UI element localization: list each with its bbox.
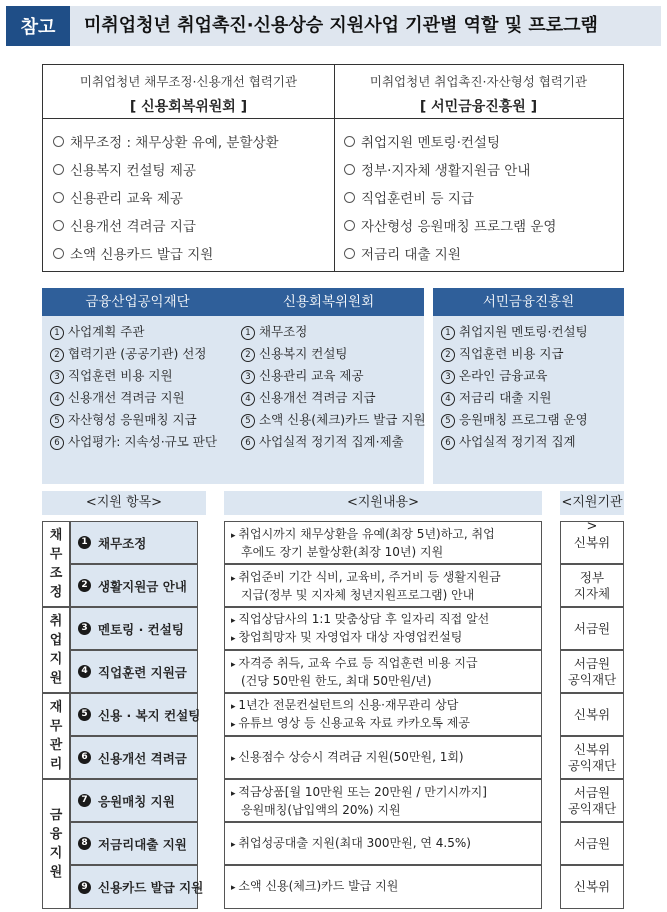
partner-left-item-text: 신용개선 격려금 지급 (70, 219, 196, 235)
org-line: 신복위 (573, 534, 611, 550)
org-role-text: 신용개선 격려금 지원 (68, 390, 185, 405)
table-group-label: 금 융 지 원 (42, 779, 70, 909)
table-row-content (224, 865, 542, 909)
partner-left-item-text: 채무조정 : 채무상환 유예, 분할상환 (70, 135, 279, 151)
partner-left (43, 65, 335, 271)
org-role-item (50, 343, 233, 365)
org-roles (433, 316, 624, 484)
numbered-badge: 7 (78, 794, 91, 807)
org-role-text: 저금리 대출 지원 (459, 390, 552, 405)
circle-bullet-icon (53, 248, 64, 259)
page-title: 미취업청년 취업촉진·신용상승 지원사업 기관별 역할 및 프로그램 (84, 15, 598, 36)
bullet-icon: ▸ (231, 753, 239, 764)
circle-bullet-icon (53, 220, 64, 231)
org-role-item (441, 365, 624, 387)
org-role-text: 신용복지 컨설팅 (259, 346, 348, 361)
circled-number: 2 (50, 348, 64, 362)
partner-left-item-text: 신용관리 교육 제공 (70, 191, 183, 207)
org-role-text: 소액 신용(체크)카드 발급 지원 (259, 412, 426, 427)
partner-left-header (43, 65, 334, 119)
table-row-item (70, 607, 198, 650)
circled-number: 2 (441, 348, 455, 362)
org-line: 신복위 (573, 741, 611, 757)
org-role-item (50, 365, 233, 387)
org-role-text: 응원매칭 프로그램 운영 (459, 412, 588, 427)
content-line: ▸ 신용점수 상승시 격려금 지원(50만원, 1회) (231, 749, 464, 764)
table-row-item-label: 신용카드 발급 지원 (98, 880, 204, 895)
org-role-item (441, 409, 624, 431)
org-role-text: 사업평가: 지속성·규모 판단 (68, 434, 217, 449)
org-role-text: 직업훈련 비용 지원 (68, 368, 173, 383)
table-row-content (224, 822, 542, 865)
bullet-icon: ▸ (231, 633, 239, 644)
org-line: 서금원 (573, 784, 611, 800)
table-row-item-label: 생활지원금 안내 (98, 578, 187, 594)
table-row-item (70, 693, 201, 736)
org-name: 신용회복위원회 (233, 288, 424, 316)
circled-number: 1 (441, 326, 455, 340)
partner-right-item-text: 직업훈련비 등 지급 (361, 191, 474, 207)
table-row-item (70, 779, 198, 822)
circled-number: 3 (241, 370, 255, 384)
partner-right (334, 65, 623, 271)
content-line: ▸ 직업상담사의 1:1 맞춤상담 후 일자리 직접 알선 (231, 611, 490, 626)
circled-number: 4 (441, 392, 455, 406)
numbered-badge: 1 (78, 536, 91, 549)
table-row-item (70, 650, 198, 693)
table-row-content (224, 564, 542, 607)
partner-right-list (334, 119, 623, 269)
partner-left-item (53, 241, 334, 269)
org-role-text: 신용관리 교육 제공 (259, 368, 364, 383)
org-role-item (241, 409, 424, 431)
partner-left-item (53, 129, 334, 157)
table-row-item-label: 신용 · 복지 컨설팅 (98, 707, 201, 723)
table-row-org (560, 607, 624, 650)
col-header-content: <지원내용> (224, 491, 542, 515)
circle-bullet-icon (344, 192, 355, 203)
partner-right-item-text: 저금리 대출 지원 (361, 247, 461, 263)
bullet-icon: ▸ (231, 788, 239, 799)
org-line: 서금원 (573, 620, 611, 636)
org-line: 공익재단 (567, 671, 617, 687)
circled-number: 5 (241, 414, 255, 428)
table-row-org (560, 693, 624, 736)
content-line: ▸ 자격증 취득, 교육 수료 등 직업훈련 비용 지급 (231, 655, 478, 670)
table-row-org (560, 865, 624, 909)
org-role-item (50, 431, 233, 453)
table-row-item-label: 멘토링 · 컨설팅 (98, 621, 184, 637)
circled-number: 5 (50, 414, 64, 428)
org-role-item (441, 387, 624, 409)
col-header-org: <지원기관> (560, 491, 624, 515)
partner-right-item (344, 241, 623, 269)
org-line: 공익재단 (567, 800, 617, 816)
circled-number: 3 (50, 370, 64, 384)
table-row-content (224, 607, 542, 650)
circle-bullet-icon (344, 220, 355, 231)
numbered-badge: 6 (78, 751, 91, 764)
circled-number: 5 (441, 414, 455, 428)
bullet-icon: ▸ (231, 719, 239, 730)
table-row-content (224, 650, 542, 693)
partner-right-name: [ 서민금융진흥원 ] (419, 99, 538, 115)
org-role-item (441, 343, 624, 365)
circled-number: 6 (50, 436, 64, 450)
partner-left-list (43, 119, 334, 269)
circled-number: 1 (50, 326, 64, 340)
org-role-item (241, 387, 424, 409)
org-column (233, 288, 424, 484)
circled-number: 6 (241, 436, 255, 450)
org-role-text: 자산형성 응원매칭 지급 (68, 412, 197, 427)
partner-left-name: [ 신용회복위원회 ] (129, 99, 248, 115)
org-role-text: 협력기관 (공공기관) 선정 (68, 346, 207, 361)
partner-right-item-text: 취업지원 멘토링·컨설팅 (361, 135, 500, 151)
circle-bullet-icon (53, 192, 64, 203)
org-line: 신복위 (573, 879, 611, 894)
org-role-text: 사업실적 정기적 집계 (459, 434, 576, 449)
table-row-item (70, 564, 198, 607)
org-line: 서금원 (573, 655, 611, 671)
content-line: (건당 50만원 한도, 최대 50만원/년) (241, 673, 432, 688)
org-role-text: 사업실적 정기적 집계·제출 (259, 434, 404, 449)
org-role-item (441, 431, 624, 453)
circle-bullet-icon (344, 136, 355, 147)
content-line: ▸ 취업성공대출 지원(최대 300만원, 연 4.5%) (231, 835, 471, 850)
table-group-label: 취 업 지 원 (42, 607, 70, 693)
org-role-text: 사업계획 주관 (68, 324, 145, 339)
org-role-item (241, 431, 424, 453)
table-row-org (560, 650, 624, 693)
org-role-text: 채무조정 (259, 324, 308, 339)
org-line: 서금원 (573, 835, 611, 851)
partner-right-item (344, 129, 623, 157)
content-line: ▸ 창업희망자 및 자영업자 대상 자영업컨설팅 (231, 629, 463, 644)
partner-left-item-text: 소액 신용카드 발급 지원 (70, 247, 214, 263)
content-line: ▸ 소액 신용(체크)카드 발급 지원 (231, 879, 399, 893)
org-name: 서민금융진흥원 (433, 288, 624, 316)
support-table (42, 521, 624, 909)
partner-right-subtitle: 미취업청년 취업촉진·자산형성 협력기관 (369, 74, 588, 89)
content-line: ▸ 취업시까지 채무상환을 유예(최장 5년)하고, 취업 (231, 526, 495, 541)
partner-left-item-text: 신용복지 컨설팅 제공 (70, 163, 196, 179)
partner-box (42, 64, 624, 272)
org-line: 정부 (579, 569, 605, 585)
table-row-item-label: 직업훈련 지원금 (98, 664, 187, 680)
org-role-item (241, 365, 424, 387)
table-row-item (70, 865, 204, 909)
org-role-item (241, 343, 424, 365)
table-row-content (224, 736, 542, 779)
circle-bullet-icon (53, 136, 64, 147)
org-column (42, 288, 233, 484)
circle-bullet-icon (53, 164, 64, 175)
bullet-icon: ▸ (231, 615, 239, 626)
org-line: 신복위 (573, 706, 611, 722)
content-line: 지급(정부 및 지자체 청년지원프로그램) 안내 (241, 587, 475, 602)
table-row-item-label: 응원매칭 지원 (98, 793, 175, 809)
partner-right-item-text: 정부·지자체 생활지원금 안내 (361, 163, 531, 179)
org-role-text: 신용개선 격려금 지급 (259, 390, 376, 405)
bullet-icon: ▸ (231, 839, 239, 850)
table-group-label: 채 무 조 정 (42, 521, 70, 607)
partner-right-item (344, 157, 623, 185)
partner-left-subtitle: 미취업청년 채무조정·신용개선 협력기관 (79, 74, 298, 89)
partner-right-item-text: 자산형성 응원매칭 프로그램 운영 (361, 219, 557, 235)
partner-left-item (53, 157, 334, 185)
content-line: ▸ 취업준비 기간 식비, 교육비, 주거비 등 생활지원금 (231, 569, 501, 584)
org-role-item (50, 409, 233, 431)
table-row-org (560, 564, 624, 607)
org-role-item (50, 321, 233, 343)
content-line: ▸ 적금상품[월 10만원 또는 20만원 / 만기시까지] (231, 784, 487, 799)
table-row-content (224, 693, 542, 736)
org-role-text: 취업지원 멘토링·컨설팅 (459, 324, 588, 339)
table-row-item (70, 822, 198, 865)
content-line: 후에도 장기 분할상환(최장 10년) 지원 (241, 544, 444, 559)
numbered-badge: 2 (78, 579, 91, 592)
numbered-badge: 5 (78, 708, 91, 721)
numbered-badge: 4 (78, 665, 91, 678)
org-line: 지자체 (573, 585, 611, 601)
org-role-item (441, 321, 624, 343)
org-role-item (50, 387, 233, 409)
bullet-icon: ▸ (231, 701, 239, 712)
circled-number: 6 (441, 436, 455, 450)
org-role-text: 온라인 금융교육 (459, 368, 548, 383)
content-line: 응원매칭(납입액의 20%) 지원 (241, 802, 401, 817)
circled-number: 3 (441, 370, 455, 384)
org-role-item (241, 321, 424, 343)
table-row-org (560, 521, 624, 564)
table-row-content (224, 521, 542, 564)
reference-tag: 참고 (6, 6, 70, 46)
partner-right-header (334, 65, 623, 119)
numbered-badge: 3 (78, 622, 91, 635)
table-row-item-label: 채무조정 (98, 535, 147, 551)
bullet-icon: ▸ (231, 883, 239, 893)
table-group-label: 재 무 관 리 (42, 693, 70, 779)
circle-bullet-icon (344, 164, 355, 175)
org-role-text: 직업훈련 비용 지급 (459, 346, 564, 361)
content-line: ▸ 유튜브 영상 등 신용교육 자료 카카오톡 제공 (231, 715, 470, 730)
partner-left-item (53, 185, 334, 213)
partner-right-item (344, 185, 623, 213)
partner-left-item (53, 213, 334, 241)
org-name: 금융산업공익재단 (42, 288, 233, 316)
table-row-org (560, 822, 624, 865)
table-row-content (224, 779, 542, 822)
org-roles (233, 316, 424, 484)
org-line: 공익재단 (567, 757, 617, 773)
table-row-org (560, 736, 624, 779)
table-row-item (70, 521, 198, 564)
table-row-item-label: 신용개선 격려금 (98, 750, 187, 766)
org-column (433, 288, 624, 484)
circled-number: 4 (241, 392, 255, 406)
circled-number: 2 (241, 348, 255, 362)
numbered-badge: 8 (78, 837, 91, 850)
table-row-item-label: 저금리대출 지원 (98, 836, 187, 852)
table-row-org (560, 779, 624, 822)
bullet-icon: ▸ (231, 573, 239, 584)
content-line: ▸ 1년간 전문컨설턴트의 신용·재무관리 상담 (231, 697, 459, 712)
circled-number: 4 (50, 392, 64, 406)
numbered-badge: 9 (78, 881, 91, 894)
partner-right-item (344, 213, 623, 241)
bullet-icon: ▸ (231, 530, 239, 541)
org-roles (42, 316, 233, 484)
bullet-icon: ▸ (231, 659, 239, 670)
table-row-item (70, 736, 198, 779)
page-header (6, 6, 661, 46)
col-header-item: <지원 항목> (42, 491, 206, 515)
circled-number: 1 (241, 326, 255, 340)
circle-bullet-icon (344, 248, 355, 259)
